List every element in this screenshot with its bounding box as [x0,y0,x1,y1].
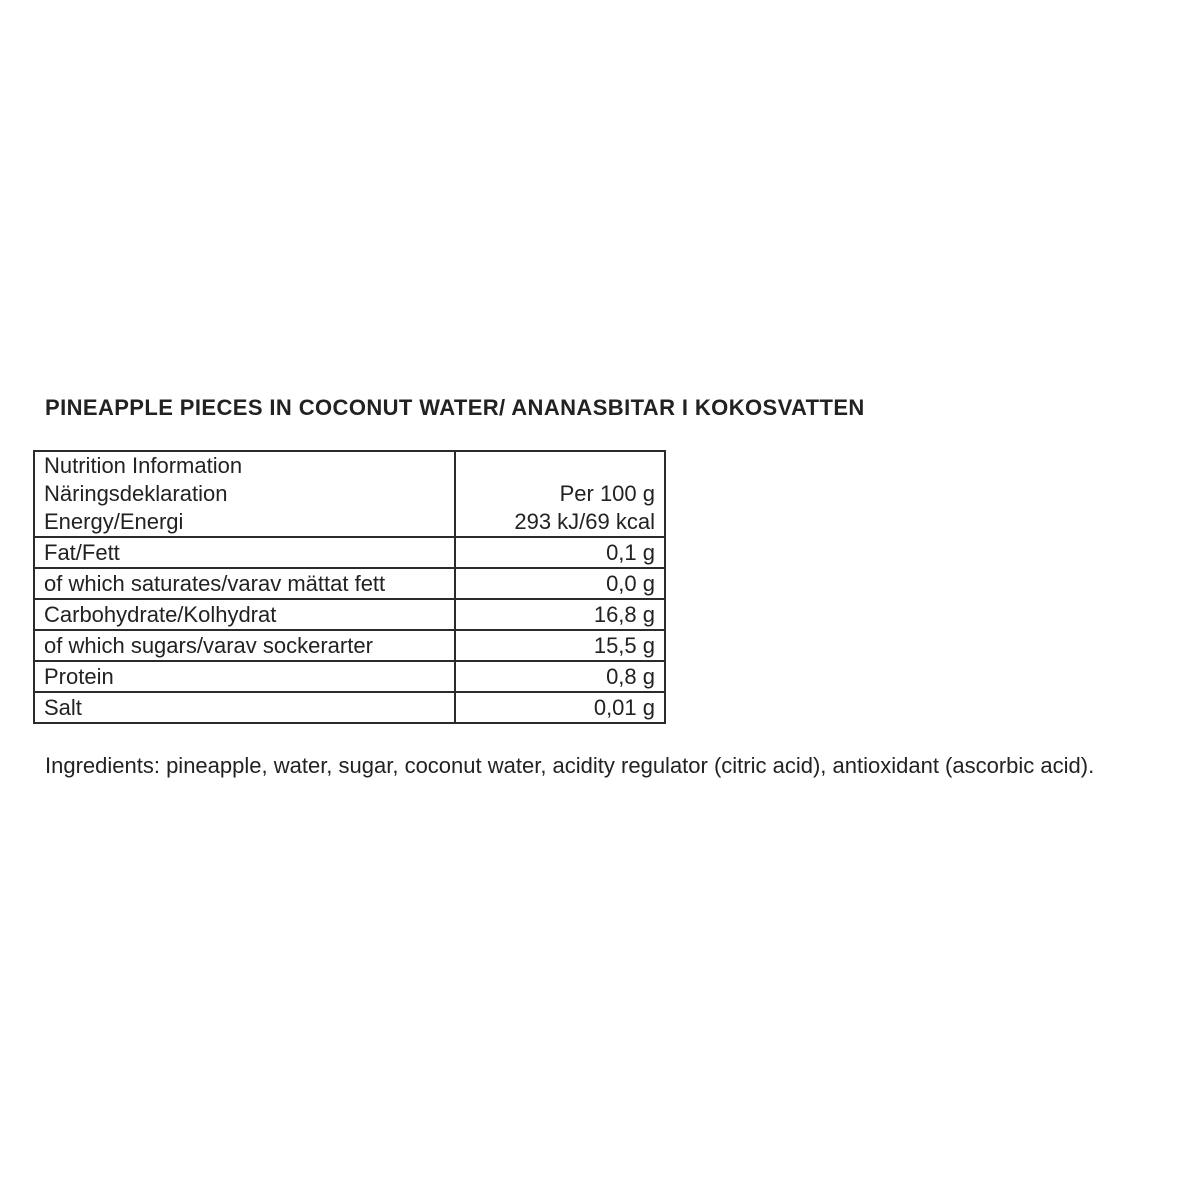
nutrient-value: 0,01 g [455,692,665,723]
table-row-salt [34,692,665,723]
nutrient-value: 0,8 g [455,661,665,692]
nutrient-label: Carbohydrate/Kolhydrat [34,599,455,630]
nutrient-label: Protein [34,661,455,692]
nutrient-label: Fat/Fett [34,537,455,568]
nutrient-label: Salt [34,692,455,723]
header-value-cell [455,451,665,537]
nutrient-value: 15,5 g [455,630,665,661]
header-value-line: Per 100 g [559,481,655,506]
table-row-carbohydrate [34,599,665,630]
table-header-row [34,451,665,537]
header-label-line: Nutrition Information [44,453,243,478]
nutrient-label: of which sugars/varav sockerarter [34,630,455,661]
header-label-line: Näringsdeklaration [44,481,228,506]
table-row-sugars [34,630,665,661]
ingredients-text: Ingredients: pineapple, water, sugar, coconut water, acidity regulator (citric acid), antioxidant (ascorbic acid). [45,753,1095,778]
table-row-protein [34,661,665,692]
nutrient-value: 16,8 g [455,599,665,630]
header-value-line [465,452,655,480]
table-row-saturates [34,568,665,599]
header-value-line: 293 kJ/69 kcal [514,509,655,534]
nutrient-value: 0,1 g [455,537,665,568]
product-title: PINEAPPLE PIECES IN COCONUT WATER/ ANANASBITAR I KOKOSVATTEN [45,395,865,420]
nutrient-label: of which saturates/varav mättat fett [34,568,455,599]
header-label-line: Energy/Energi [44,509,184,534]
nutrition-table [33,450,666,724]
table-row-fat [34,537,665,568]
nutrient-value: 0,0 g [455,568,665,599]
header-label-cell [34,451,455,537]
